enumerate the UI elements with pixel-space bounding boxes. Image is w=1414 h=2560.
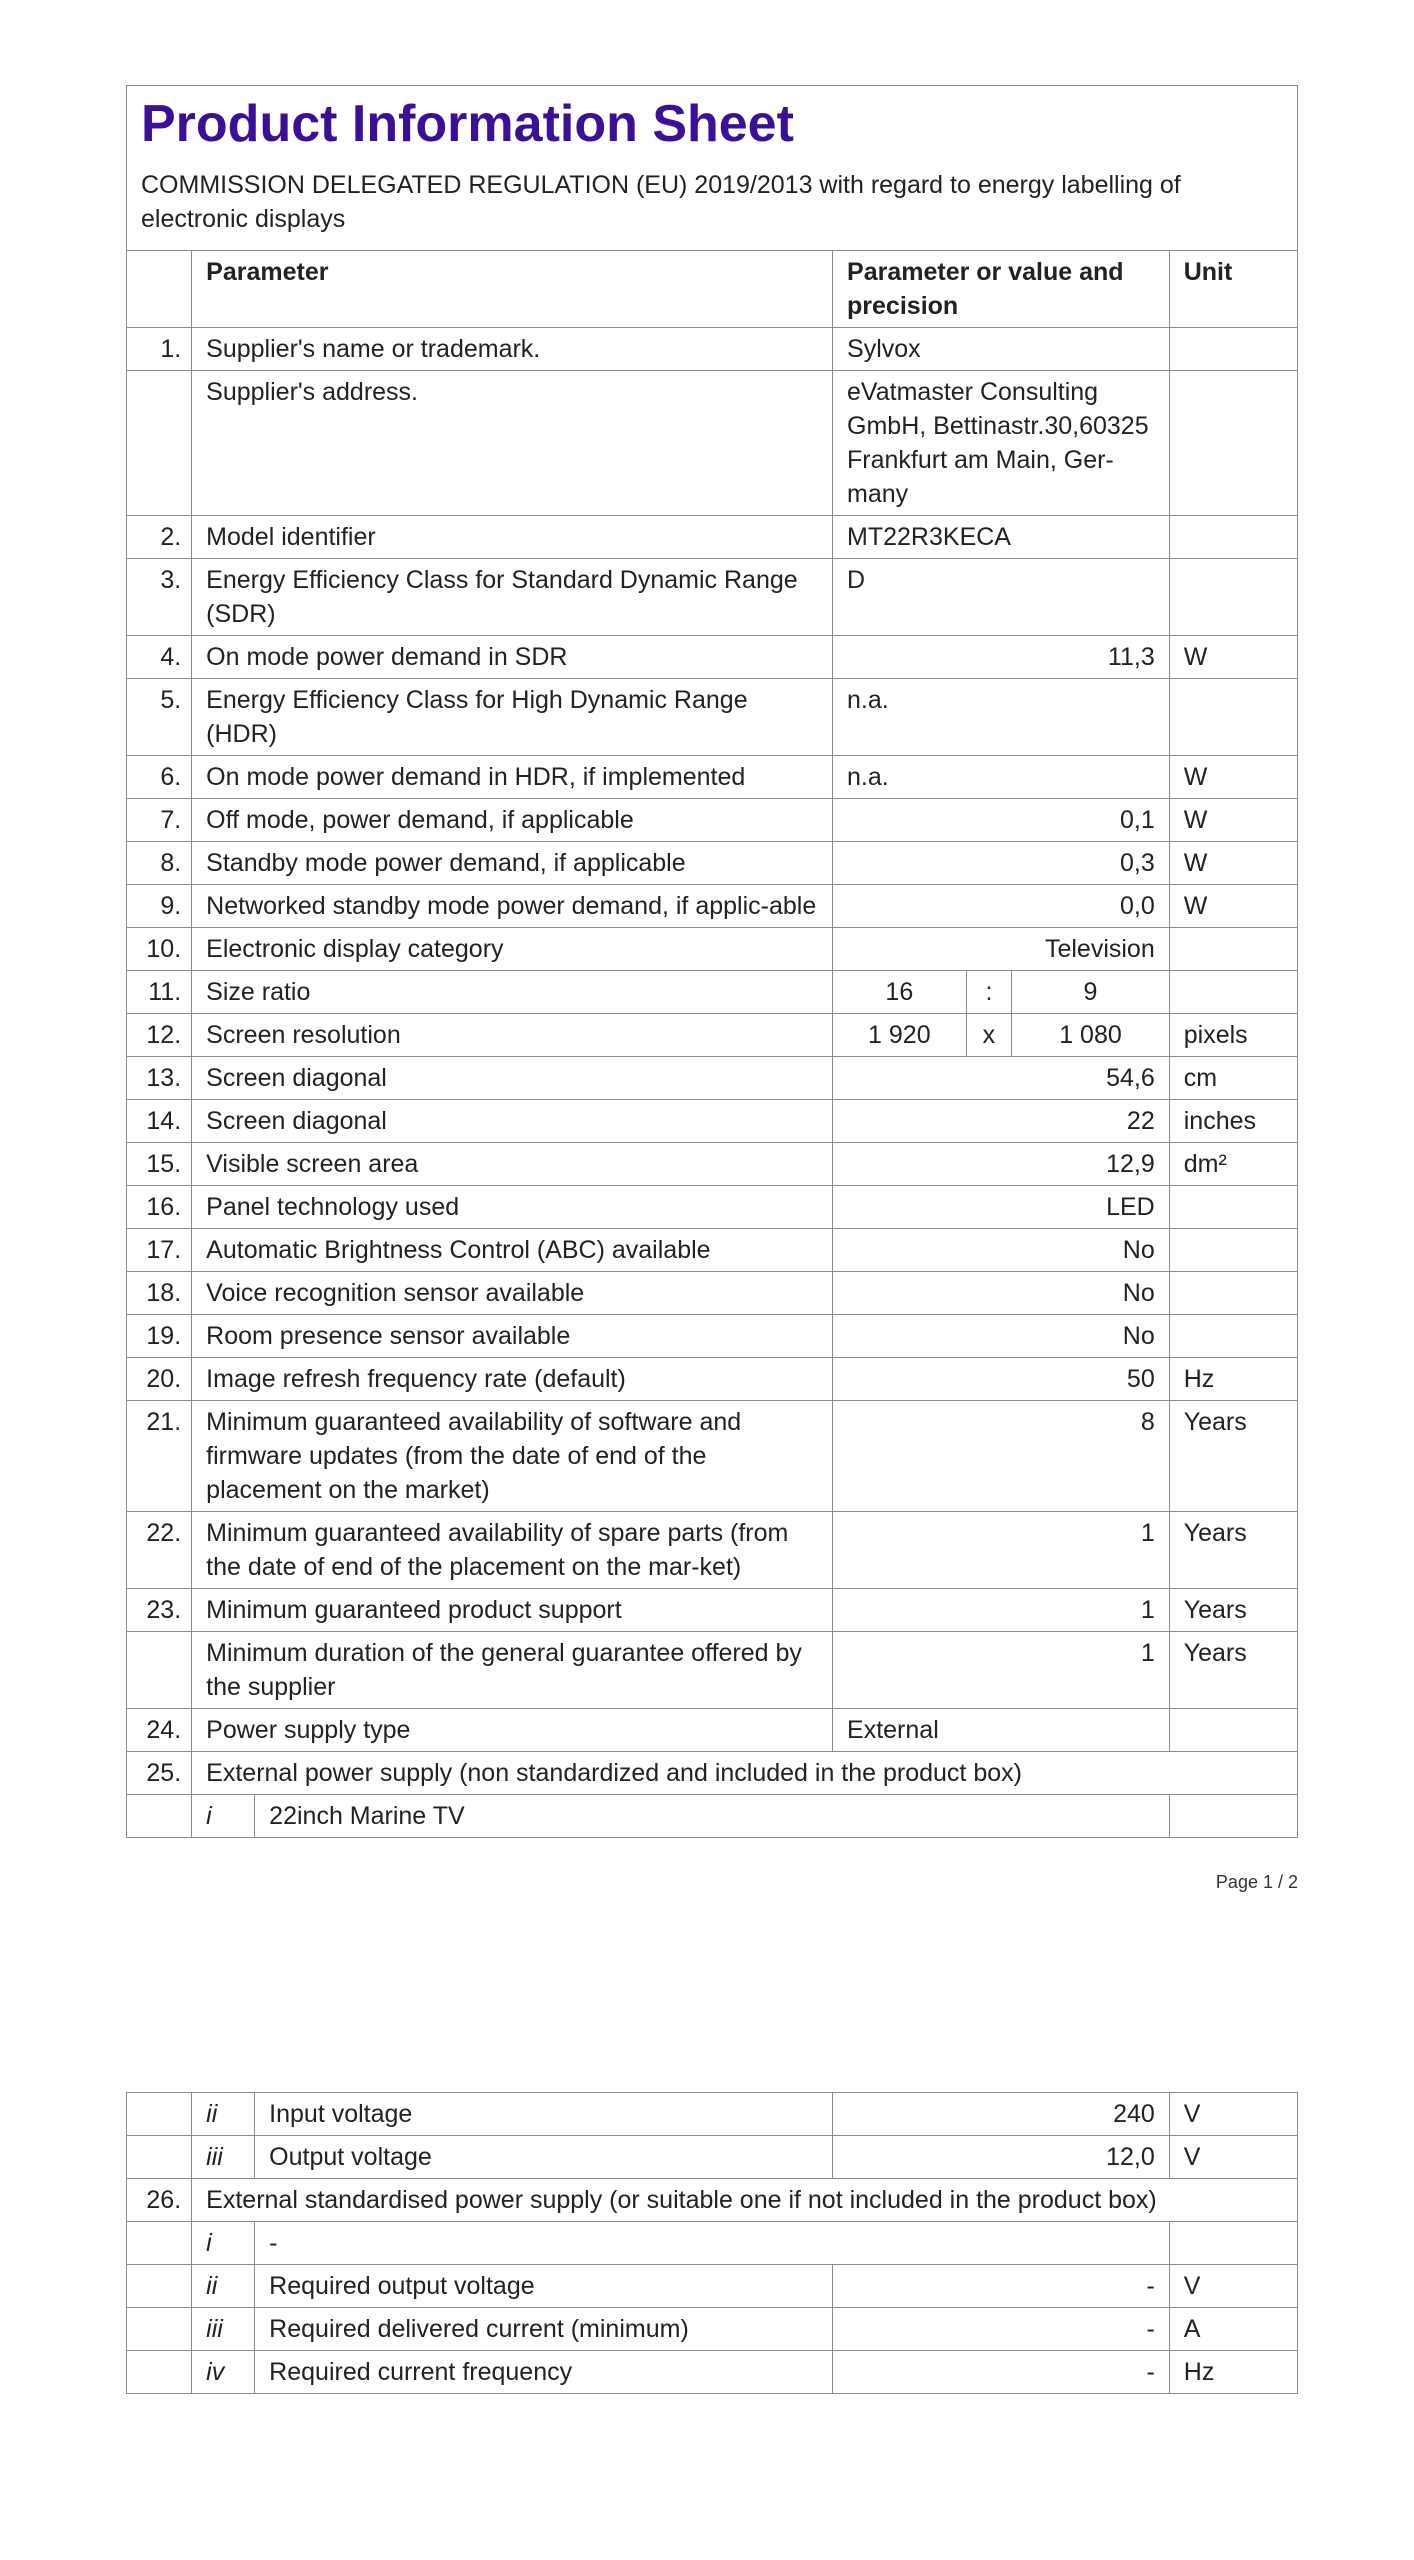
table-row [127, 559, 1298, 636]
parameter-name: Minimum guaranteed availability of software and firmware updates (from the date of end of the placement on the market) [192, 1401, 833, 1512]
table-subrow [127, 2351, 1298, 2394]
sub-value: - [833, 2351, 1170, 2394]
parameter-value: LED [833, 1186, 1170, 1229]
row-number: 5. [127, 679, 192, 756]
parameter-value: 12,9 [833, 1143, 1170, 1186]
row-number: 7. [127, 799, 192, 842]
parameter-name: Minimum guaranteed product support [192, 1589, 833, 1632]
unit [1169, 371, 1297, 516]
header-unit: Unit [1169, 251, 1297, 328]
parameter-name: Electronic display category [192, 928, 833, 971]
parameter-name: Screen diagonal [192, 1057, 833, 1100]
row-number: 1. [127, 328, 192, 371]
value-part-2: 1 080 [1012, 1014, 1170, 1057]
empty-num-cell [127, 2308, 192, 2351]
row-number: 16. [127, 1186, 192, 1229]
parameter-name: Supplier's name or trademark. [192, 328, 833, 371]
product-info-table-continued [126, 2092, 1298, 2394]
table-row-25 [127, 1752, 1298, 1795]
sub-numeral: iv [192, 2351, 255, 2394]
header-num-cell [127, 251, 192, 328]
table-row [127, 328, 1298, 371]
unit: Hz [1169, 2351, 1297, 2394]
parameter-value: 0,0 [833, 885, 1170, 928]
unit [1169, 1229, 1297, 1272]
row-number: 17. [127, 1229, 192, 1272]
sub-numeral: ii [192, 2093, 255, 2136]
parameter-name: Model identifier [192, 516, 833, 559]
table-row [127, 679, 1298, 756]
row-number: 4. [127, 636, 192, 679]
unit: Hz [1169, 1358, 1297, 1401]
parameter-name: Off mode, power demand, if applicable [192, 799, 833, 842]
header-row [127, 251, 1298, 328]
title-cell [127, 86, 1298, 251]
parameter-name: Networked standby mode power demand, if applic-able [192, 885, 833, 928]
regulation-subtitle: COMMISSION DELEGATED REGULATION (EU) 2019/2013 with regard to energy labelling of electronic displays [141, 171, 1181, 233]
sub-parameter: Output voltage [255, 2136, 833, 2179]
parameter-value: n.a. [833, 756, 1170, 799]
row-number: 15. [127, 1143, 192, 1186]
parameter-value: MT22R3KECA [833, 516, 1170, 559]
parameter-value: 22 [833, 1100, 1170, 1143]
product-info-sheet-page-1 [126, 85, 1298, 1838]
table-row [127, 756, 1298, 799]
sub-numeral: i [192, 1795, 255, 1838]
sub-value: - [833, 2265, 1170, 2308]
table-row [127, 1632, 1298, 1709]
unit [1169, 1795, 1297, 1838]
parameter-value: 1 [833, 1589, 1170, 1632]
empty-num-cell [127, 1795, 192, 1838]
table-row-26 [127, 2179, 1298, 2222]
row-number: 26. [127, 2179, 192, 2222]
parameter-name: Power supply type [192, 1709, 833, 1752]
row-number: 9. [127, 885, 192, 928]
row-number: 6. [127, 756, 192, 799]
parameter-value: n.a. [833, 679, 1170, 756]
value-separator: : [966, 971, 1012, 1014]
unit [1169, 971, 1297, 1014]
row-number: 20. [127, 1358, 192, 1401]
table-row [127, 1512, 1298, 1589]
parameter-value: 50 [833, 1358, 1170, 1401]
sub-value: - [833, 2308, 1170, 2351]
parameter-value: 0,3 [833, 842, 1170, 885]
parameter-name: Screen resolution [192, 1014, 833, 1057]
table-row [127, 842, 1298, 885]
unit: W [1169, 756, 1297, 799]
parameter-value: No [833, 1229, 1170, 1272]
parameter-value: No [833, 1315, 1170, 1358]
sub-parameter: Required delivered current (minimum) [255, 2308, 833, 2351]
section-text: External power supply (non standardized and included in the product box) [192, 1752, 1298, 1795]
table-row [127, 1709, 1298, 1752]
parameter-name: Energy Efficiency Class for Standard Dynamic Range (SDR) [192, 559, 833, 636]
parameter-name: Screen diagonal [192, 1100, 833, 1143]
parameter-name: Supplier's address. [192, 371, 833, 516]
table-row [127, 1315, 1298, 1358]
sub-parameter: Required output voltage [255, 2265, 833, 2308]
value-separator: x [966, 1014, 1012, 1057]
row-number [127, 1632, 192, 1709]
table-subrow [127, 2265, 1298, 2308]
table-subrow [127, 1795, 1298, 1838]
row-number: 13. [127, 1057, 192, 1100]
table-row [127, 1143, 1298, 1186]
table-row [127, 1057, 1298, 1100]
empty-num-cell [127, 2222, 192, 2265]
empty-num-cell [127, 2136, 192, 2179]
table-row [127, 885, 1298, 928]
row-number: 24. [127, 1709, 192, 1752]
unit [1169, 559, 1297, 636]
product-info-table [126, 85, 1298, 1838]
row-number: 8. [127, 842, 192, 885]
unit: V [1169, 2093, 1297, 2136]
table-row [127, 928, 1298, 971]
parameter-name: Minimum guaranteed availability of spare parts (from the date of end of the placement on the mar-ket) [192, 1512, 833, 1589]
header-value: Parameter or value and precision [833, 251, 1170, 328]
parameter-name: Room presence sensor available [192, 1315, 833, 1358]
section-text: External standardised power supply (or suitable one if not included in the product box) [192, 2179, 1298, 2222]
value-part-2: 9 [1012, 971, 1170, 1014]
header-parameter: Parameter [192, 251, 833, 328]
table-subrow [127, 2222, 1298, 2265]
empty-num-cell [127, 2265, 192, 2308]
table-row [127, 1358, 1298, 1401]
unit: W [1169, 636, 1297, 679]
unit [1169, 2222, 1297, 2265]
unit [1169, 1186, 1297, 1229]
parameter-name: Size ratio [192, 971, 833, 1014]
table-row [127, 636, 1298, 679]
unit [1169, 516, 1297, 559]
sub-value: 240 [833, 2093, 1170, 2136]
row-number: 18. [127, 1272, 192, 1315]
unit: pixels [1169, 1014, 1297, 1057]
unit: V [1169, 2265, 1297, 2308]
sub-text: 22inch Marine TV [255, 1795, 1170, 1838]
page-number: Page 1 / 2 [1215, 1872, 1298, 1892]
parameter-value: eVatmaster Consulting GmbH, Bettinastr.30,60325 Frankfurt am Main, Ger-many [833, 371, 1170, 516]
sub-text: - [255, 2222, 1170, 2265]
table-row [127, 371, 1298, 516]
unit: Years [1169, 1401, 1297, 1512]
table-subrow [127, 2308, 1298, 2351]
row-number: 2. [127, 516, 192, 559]
sub-numeral: iii [192, 2136, 255, 2179]
unit: Years [1169, 1512, 1297, 1589]
table-row [127, 1272, 1298, 1315]
unit [1169, 928, 1297, 971]
unit: W [1169, 885, 1297, 928]
parameter-name: Automatic Brightness Control (ABC) available [192, 1229, 833, 1272]
unit [1169, 1709, 1297, 1752]
parameter-value: 1 [833, 1512, 1170, 1589]
unit: Years [1169, 1589, 1297, 1632]
table-row [127, 1014, 1298, 1057]
sub-parameter: Input voltage [255, 2093, 833, 2136]
sub-numeral: iii [192, 2308, 255, 2351]
unit: inches [1169, 1100, 1297, 1143]
unit [1169, 1272, 1297, 1315]
row-number: 22. [127, 1512, 192, 1589]
product-info-sheet-page-2 [126, 2092, 1298, 2394]
parameter-name: Image refresh frequency rate (default) [192, 1358, 833, 1401]
parameter-value: Television [833, 928, 1170, 971]
row-number: 25. [127, 1752, 192, 1795]
parameter-name: On mode power demand in HDR, if implemented [192, 756, 833, 799]
table-row [127, 1589, 1298, 1632]
table-row [127, 516, 1298, 559]
unit [1169, 679, 1297, 756]
parameter-value: No [833, 1272, 1170, 1315]
table-row [127, 1100, 1298, 1143]
page-title: Product Information Sheet [141, 95, 794, 153]
parameter-value: 8 [833, 1401, 1170, 1512]
unit: dm² [1169, 1143, 1297, 1186]
title-row [127, 86, 1298, 251]
row-number: 23. [127, 1589, 192, 1632]
row-number: 11. [127, 971, 192, 1014]
row-number: 12. [127, 1014, 192, 1057]
table-subrow [127, 2093, 1298, 2136]
row-number: 14. [127, 1100, 192, 1143]
product-info-table-body [127, 86, 1298, 1838]
parameter-name: On mode power demand in SDR [192, 636, 833, 679]
parameter-value: Sylvox [833, 328, 1170, 371]
parameter-value: External [833, 1709, 1170, 1752]
sub-numeral: i [192, 2222, 255, 2265]
row-number: 21. [127, 1401, 192, 1512]
table-row [127, 1229, 1298, 1272]
product-info-table-continued-body [127, 2093, 1298, 2394]
sub-numeral: ii [192, 2265, 255, 2308]
parameter-name: Panel technology used [192, 1186, 833, 1229]
row-number: 10. [127, 928, 192, 971]
parameter-name: Standby mode power demand, if applicable [192, 842, 833, 885]
parameter-value: D [833, 559, 1170, 636]
unit [1169, 1315, 1297, 1358]
parameter-value: 11,3 [833, 636, 1170, 679]
empty-num-cell [127, 2351, 192, 2394]
parameter-name: Voice recognition sensor available [192, 1272, 833, 1315]
table-row [127, 1401, 1298, 1512]
table-row [127, 1186, 1298, 1229]
row-number: 19. [127, 1315, 192, 1358]
value-part-1: 16 [833, 971, 967, 1014]
unit: Years [1169, 1632, 1297, 1709]
row-number [127, 371, 192, 516]
unit: W [1169, 799, 1297, 842]
parameter-value: 54,6 [833, 1057, 1170, 1100]
parameter-name: Minimum duration of the general guarantee offered by the supplier [192, 1632, 833, 1709]
value-part-1: 1 920 [833, 1014, 967, 1057]
unit: V [1169, 2136, 1297, 2179]
parameter-value: 1 [833, 1632, 1170, 1709]
empty-num-cell [127, 2093, 192, 2136]
parameter-name: Visible screen area [192, 1143, 833, 1186]
sub-value: 12,0 [833, 2136, 1170, 2179]
unit: A [1169, 2308, 1297, 2351]
parameter-name: Energy Efficiency Class for High Dynamic Range (HDR) [192, 679, 833, 756]
unit [1169, 328, 1297, 371]
sub-parameter: Required current frequency [255, 2351, 833, 2394]
table-row [127, 799, 1298, 842]
table-row [127, 971, 1298, 1014]
unit: W [1169, 842, 1297, 885]
row-number: 3. [127, 559, 192, 636]
unit: cm [1169, 1057, 1297, 1100]
table-subrow [127, 2136, 1298, 2179]
parameter-value: 0,1 [833, 799, 1170, 842]
